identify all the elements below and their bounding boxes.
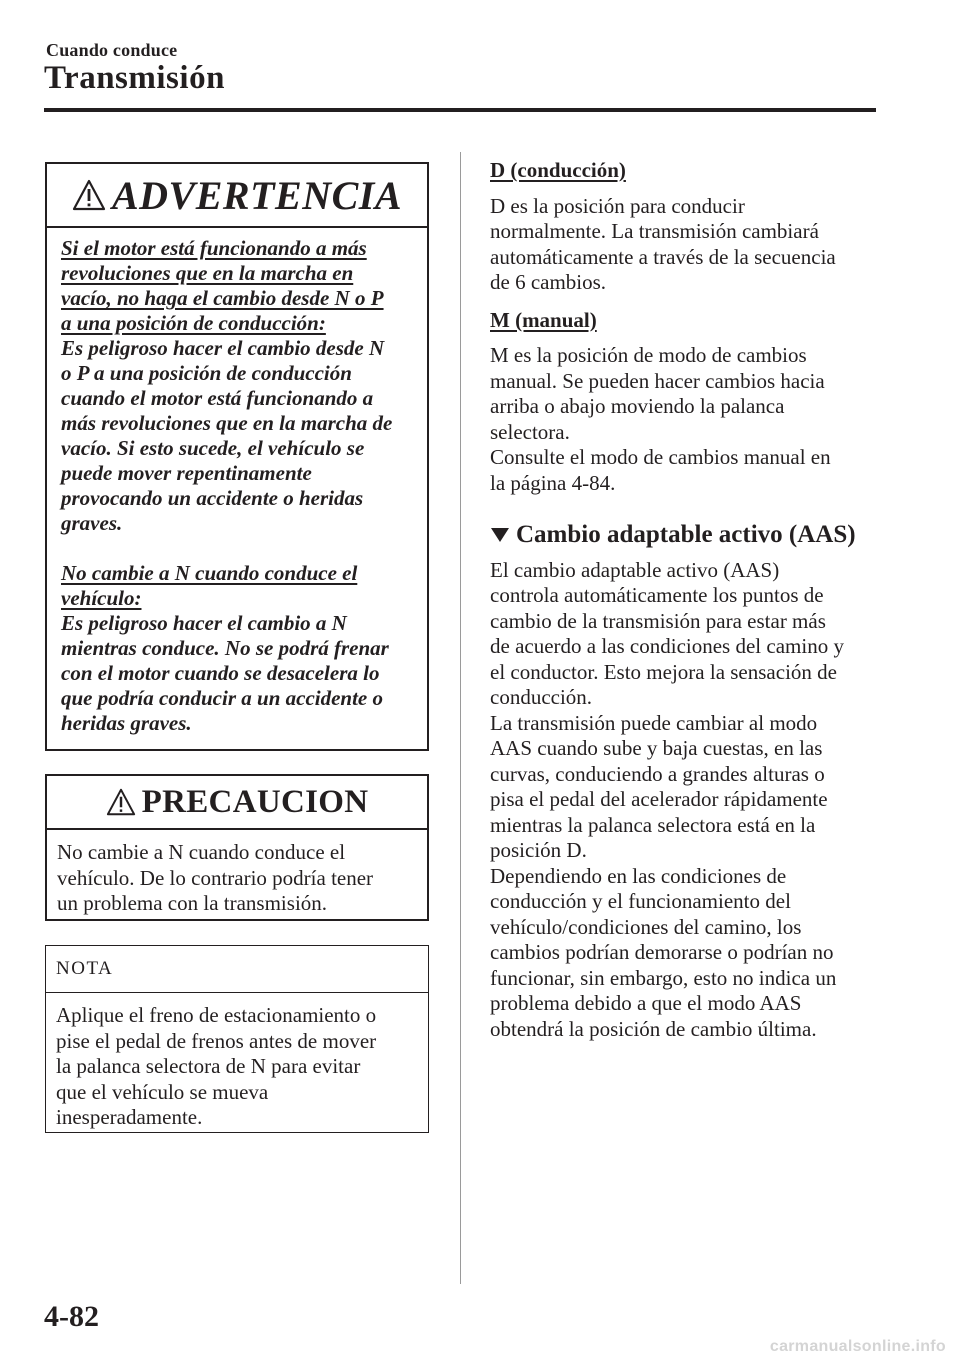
text-line: de 6 cambios.: [490, 270, 607, 294]
warning-line: revoluciones que en la marcha en: [61, 261, 354, 285]
note-line: inesperadamente.: [56, 1105, 203, 1129]
text-line: La transmisión puede cambiar al modo: [490, 710, 818, 735]
warning-line: Si el motor está funcionando a más: [61, 236, 367, 260]
note-box: [45, 945, 429, 1133]
text-line: Consulte el modo de cambios manual en: [490, 445, 831, 469]
note-title: NOTA: [46, 946, 428, 993]
text-line: conducción.: [490, 685, 593, 709]
note-line: que el vehículo se mueva: [56, 1079, 269, 1104]
warning-line: Es peligroso hacer el cambio desde N: [61, 336, 385, 360]
aas-text: [490, 558, 880, 1043]
caution-line: un problema con la transmisión.: [57, 891, 328, 915]
text-line: controla automáticamente los puntos de: [490, 583, 824, 607]
text-line: El cambio adaptable activo (AAS): [490, 557, 780, 582]
aas-section-heading: [490, 522, 880, 548]
warning-title: ADVERTENCIA: [111, 172, 403, 218]
warning-line: a una posición de conducción:: [61, 311, 326, 335]
text-line: Dependiendo en las condiciones de: [490, 863, 787, 888]
text-line: conducción y el funcionamiento del: [490, 889, 791, 913]
down-triangle-icon: [490, 527, 510, 543]
warning-line: vacío. Si esto sucede, el vehículo se: [61, 436, 365, 460]
caution-line: No cambie a N cuando conduce el: [57, 840, 346, 864]
warning-line: vacío, no haga el cambio desde N o P: [61, 286, 384, 310]
text-line: vehículo/condiciones del camino, los: [490, 914, 802, 939]
note-body: [46, 993, 428, 1131]
warning-line: más revoluciones que en la marcha de: [61, 411, 393, 435]
caution-triangle-icon: [106, 788, 136, 816]
warning-line: Es peligroso hacer el cambio a N: [61, 611, 347, 635]
text-line: la página 4-84.: [490, 470, 616, 495]
note-line: pise el pedal de frenos antes de mover: [56, 1028, 377, 1053]
note-line: Aplique el freno de estacionamiento o: [56, 1003, 377, 1027]
text-line: obtendrá la posición de cambio última.: [490, 1016, 817, 1041]
warning-line: con el motor cuando se desacelera lo: [61, 661, 380, 685]
warning-line: No cambie a N cuando conduce el: [61, 561, 358, 585]
text-line: problema debido a que el modo AAS: [490, 991, 802, 1015]
page-title: Transmisión: [44, 60, 225, 96]
m-manual-heading: M (manual): [490, 307, 597, 332]
d-drive-text: [490, 194, 880, 296]
text-line: M es la posición de modo de cambios: [490, 343, 807, 367]
caution-line: vehículo. De lo contrario podría tener: [57, 865, 374, 890]
text-line: normalmente. La transmisión cambiará: [490, 219, 819, 243]
caution-title: PRECAUCION: [141, 783, 369, 820]
right-column: [490, 158, 880, 1042]
text-line: D es la posición para conducir: [490, 193, 745, 218]
text-line: curvas, conduciendo a grandes alturas o: [490, 761, 825, 786]
text-line: de acuerdo a las condiciones del camino y: [490, 634, 844, 658]
caution-header: [47, 776, 427, 830]
m-manual-text: [490, 343, 880, 496]
warning-triangle-icon: [72, 179, 106, 211]
caution-body: [47, 830, 427, 917]
warning-line: que podría conducir a un accidente o: [61, 686, 384, 710]
note-line: la palanca selectora de N para evitar: [56, 1054, 361, 1078]
text-line: pisa el pedal del acelerador rápidamente: [490, 787, 828, 811]
text-line: mientras la palanca selectora está en la: [490, 812, 816, 837]
page-number: 4-82: [44, 1300, 99, 1333]
warning-line: mientras conduce. No se podrá frenar: [61, 636, 389, 660]
warning-line: o P a una posición de conducción: [61, 361, 352, 385]
text-line: el conductor. Esto mejora la sensación de: [490, 659, 837, 684]
warning-line: cuando el motor está funcionando a: [61, 386, 374, 410]
warning-line: heridas graves.: [61, 711, 192, 735]
text-line: posición D.: [490, 838, 587, 862]
text-line: manual. Se pueden hacer cambios hacia: [490, 368, 825, 393]
caution-box: [45, 774, 429, 921]
text-line: selectora.: [490, 419, 570, 444]
warning-line: provocando un accidente o heridas: [61, 486, 364, 510]
text-line: funcionar, sin embargo, esto no indica un: [490, 965, 837, 990]
section-label: Cuando conduce: [46, 40, 178, 60]
warning-line: vehículo:: [61, 586, 142, 610]
warning-line: puede mover repentinamente: [61, 461, 312, 485]
text-line: arriba o abajo moviendo la palanca: [490, 394, 785, 418]
warning-line: graves.: [61, 511, 123, 535]
warning-box: [45, 162, 429, 751]
paragraph-gap: [61, 536, 417, 561]
column-divider: [460, 152, 461, 1284]
text-line: cambio de la transmisión para estar más: [490, 608, 826, 633]
text-line: automáticamente a través de la secuencia: [490, 244, 836, 269]
warning-header: [47, 164, 427, 228]
d-drive-heading: D (conducción): [490, 158, 626, 182]
aas-heading-text: Cambio adaptable activo (AAS): [516, 521, 856, 548]
text-line: AAS cuando sube y baja cuestas, en las: [490, 736, 823, 760]
warning-body: [47, 228, 427, 736]
watermark: carmanualsonline.info: [769, 1338, 946, 1355]
title-rule: [44, 108, 876, 112]
text-line: cambios podrían demorarse o podrían no: [490, 940, 834, 964]
